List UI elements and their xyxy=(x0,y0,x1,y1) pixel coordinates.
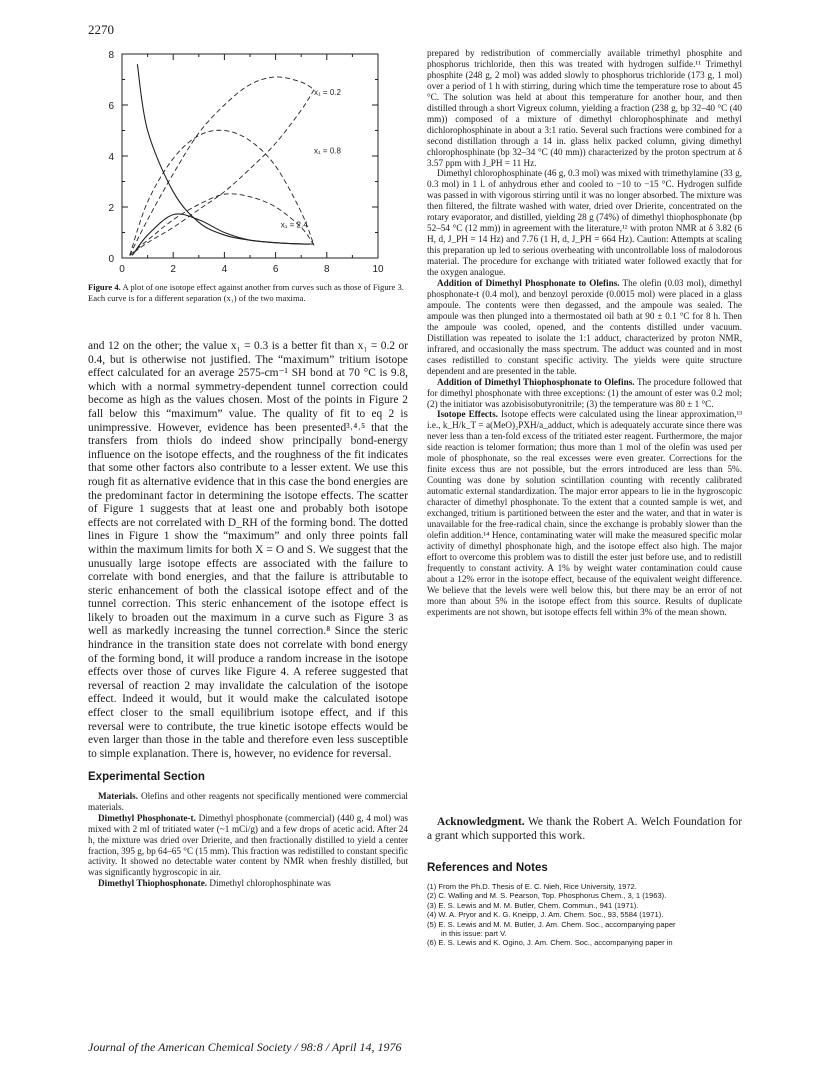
x-tick-label: 2 xyxy=(170,264,176,275)
materials-paragraph xyxy=(88,791,408,813)
p5-label: Isotope Effects. xyxy=(437,409,498,420)
acknowledgment xyxy=(427,816,742,843)
right-paragraph-4 xyxy=(427,377,742,410)
series-curve-3 xyxy=(137,64,314,244)
materials-text: Olefins and other reagents not specifically mentioned were commercial materials. xyxy=(88,791,408,812)
series-loop-return-1 xyxy=(130,90,314,256)
series-label: x₁ = 0.2 xyxy=(314,87,341,97)
figure-caption xyxy=(88,282,408,303)
series-label: x₁ = 2.4 xyxy=(280,220,308,230)
reference-item: (2) C. Walling and M. S. Pearson, Top. Phosphorus Chem., 3, 1 (1963). xyxy=(427,891,667,901)
materials-label: Materials. xyxy=(98,791,139,801)
ack-text: We thank the Robert A. Welch Foundation for a grant which supported this work. xyxy=(427,816,742,842)
x-tick-label: 10 xyxy=(372,264,384,275)
dtp-label: Dimethyl Thiophosphonate. xyxy=(98,878,208,889)
y-tick-label: 0 xyxy=(108,254,114,265)
references-list xyxy=(427,882,747,948)
reference-item: (4) W. A. Pryor and K. G. Kneipp, J. Am. Chem. Soc., 93, 5584 (1971). xyxy=(427,910,664,920)
series-label: x₁ = 0.8 xyxy=(314,146,341,156)
dmp-label: Dimethyl Phosphonate-t. xyxy=(98,812,196,823)
reference-item: (3) E. S. Lewis and M. M. Butler, Chem. Commun., 941 (1971). xyxy=(427,900,639,910)
dtp-paragraph xyxy=(88,878,408,889)
p4-label: Addition of Dimethyl Thiophosphonate to Olefins. xyxy=(437,376,635,387)
experimental-section-heading: Experimental Section xyxy=(88,771,205,784)
reference-item: (1) From the Ph.D. Thesis of E. C. Nieh, Rice University, 1972. xyxy=(427,882,637,891)
right-paragraph-5 xyxy=(427,409,742,617)
figure-4-chart xyxy=(86,48,416,278)
page-number: 2270 xyxy=(88,22,114,37)
y-tick-label: 4 xyxy=(108,152,114,163)
caption-label: Figure 4. xyxy=(88,282,121,292)
dtp-text: Dimethyl chlorophosphinate was xyxy=(207,878,331,889)
p3-text: The olefin (0.03 mol), dimethyl phosphonate-t (0.4 mol), and benzoyl peroxide (0.0015 mol) were placed in a glass ampoule. The contents were then degassed, and the ampoule was sealed. The ampoule was then plunged into a thermostated oil bath at 90 ± 0.1 °C for 8 h. Then the ampoule was cooled, opened, and the contents distilled under vacuum. Distillation was repeated to isolate the 1:1 adduct, characterized by proton NMR, infrared, and occasionally the mass spectrum. The adduct was counted and in most cases redistilled to constant specific activity. The yields were quite structure dependent and are presented in the table. xyxy=(427,278,742,376)
dmp-text: Dimethyl phosphonate (commercial) (440 g, 4 mol) was mixed with 2 ml of tritiated water (~1 mCi/g) and a few drops of acetic acid. After 24 h, the mixture was dried over Drierite, and then fractionally distilled to yield a center fraction, 395 g, bp 64–65 °C (15 mm). This fraction was redistilled to constant specific activity. It showed no detectable water content by NMR when freshly distilled, but was significantly hygroscopic in air. xyxy=(88,812,408,878)
left-body-paragraph: and 12 on the other; the value x₁ = 0.3 is a better fit than x₁ = 0.2 or 0.4, but is otherwise not justified. The “maximum” tritium isotope effect calculated for an average 2575-cm⁻¹ SH bond at 70 °C is 9.8, which with a normal symmetry-dependent tunnel correction could become as high as the values chosen. Most of the points in Figure 2 fall below this “maximum” value. The quality of fit to eq 2 is unimpressive. However, evidence has been presented³˒⁴˒⁵ that the transfers from thiols do indeed show principally bond-energy influence on the isotope effects, and the roughness of the fit indicates that some other factors also contribute to a lesser extent. We use this rough fit as alternative evidence that in this case the bond energies are the predominant factor in determining the isotope effects. The scatter of Figure 1 suggests that at least one and probably both isotope effects are not correlated with D_RH of the forming bond. The dotted lines in Figure 1 show the “maximum” and only three points fall within the maximum limits for both X = O and S. We suggest that the unusually large isotope effects are associated with the failure to correlate with bond energies, and that the failure is attributable to steric enhancement of both the classical isotope effect and of the tunnel correction. This steric enhancement of the isotope effect is likely to broaden out the maximum in a curve such as Figure 3 as well as markedly increasing the tunnel correction.⁸ Since the steric hindrance in the transition state does not correlate with bond energy of the forming bond, it will produce a random increase in the isotope effects over those of curves like Figure 4. A referee suggested that reversal of reaction 2 may invalidate the calculation of the isotope effect. Indeed it would, but it would make the calculated isotope effect closer to the small equilibrium isotope effect, and if this reversal were to contribute, the true kinetic isotope effects would be even larger than those in the table and therefore even less susceptible to simple explanation. There is, however, no evidence for reversal. xyxy=(88,340,408,760)
right-paragraph-2: Dimethyl chlorophosphinate (46 g, 0.3 mol) was mixed with trimethylamine (33 g, 0.3 mol) in 1 l. of anhydrous ether and cooled to −10 to −15 °C. Hydrogen sulfide was passed in with vigorous stirring until it was no longer absorbed. The mixture was then filtered, the filtrate washed with water, dried over Drierite, concentrated on the rotary evaporator, and distilled, yielding 28 g (74%) of dimethyl thiophosphonate (bp 52–54 °C (12 mm)) in agreement with the literature,¹² with proton NMR at δ 3.82 (6 H, d, J_PH = 14 Hz) and 7.76 (1 H, d, J_PH = 664 Hz). Caution: Attempts at scaling this preparation up led to serious overheating with uncontrollable loss of malodorous material. The procedure for exchange with tritiated water followed exactly that for the oxygen analogue. xyxy=(427,168,742,278)
right-paragraph-1: prepared by redistribution of commercially available trimethyl phosphite and phosphorus trichloride, then this was treated with hydrogen sulfide.¹¹ Trimethyl phosphite (248 g, 2 mol) was added slowly to phosphorus trichloride (173 g, 1 mol) over a period of 1 h with stirring, during which time the temperature rose to about 45 °C. The solution was held at about this temperature for another hour, and then distilled through a short Vigreux column, yielding a fraction (238 g, bp 32–40 °C (40 mm)) composed of a mixture of dimethyl chlorophosphinate and methyl dichlorophosphinate in about a 3:1 ratio. Several such fractions were combined for a second distillation through a 14 in. glass helix packed column, giving dimethyl chlorophosphinate (bp 32–34 °C (40 mm)) characterized by the proton spectrum at δ 3.57 ppm with J_PH = 11 Hz. xyxy=(427,48,742,168)
reference-item-continuation: in this issue: part V. xyxy=(441,929,507,939)
x-tick-label: 4 xyxy=(221,264,228,275)
y-tick-label: 6 xyxy=(108,101,114,112)
x-tick-label: 0 xyxy=(119,264,125,275)
p4-text: The procedure followed that for dimethyl phosphonate with three exceptions: (1) the amount of ester was 0.2 mol; (2) the initiator was azobisisobutyronitrile; (3) the temperature was 80 ± 1 °C. xyxy=(427,376,742,409)
p5-text: Isotope effects were calculated using the linear approximation,¹³ i.e., k_H/k_T = a(MeO)₂PXH/a_adduct, which is adequately accurate since there was never less than a ten-fold excess of the tritiated ester reagent. Furthermore, the major side reaction is telomer formation; thus more than 1 mol of the olefin was used per mole of phosphonate, so the real excesses were even greater. Corrections for the finite excess thus are not possible, but the errors introduced are less than 5%. Counting was done by solution scintillation counting with recently calibrated automatic external standardization. The major error appears to lie in the hygroscopic character of dimethyl phosphonate. To the extent that a counted sample is wet, and exchanged, tritium is partitioned between the ester and the water, and that in water is unavailable for the free-radical chain, since the exchange is probably slower than the olefin addition.¹⁴ Hence, contaminating water will make the measured specific molar activity of dimethyl phosphonate high, and the isotope effect also high. The major effort to overcome this problem was to distill the ester just before use, and to redistill frequently to constant activity. A 1% by weight water contamination could cause about a 12% error in the isotope effect, because of the equivalent weight difference. We believe that the levels were well below this, but there may be an error of not more than about 5% in the isotope effect from this source. Results of duplicate experiments are not shown, but isotope effects fell within 3% of the mean shown. xyxy=(427,409,743,617)
p3-label: Addition of Dimethyl Phosphonate to Olefins. xyxy=(437,278,620,289)
x-tick-label: 8 xyxy=(324,264,330,275)
reference-item: (5) E. S. Lewis and M. M. Butler, J. Am. Chem. Soc., accompanying paper xyxy=(427,919,676,929)
caption-text: A plot of one isotope effect against another from curves such as those of Figure 3. Each curve is for a different separation (x₁) of the two maxima. xyxy=(88,282,404,303)
chart-svg xyxy=(86,48,416,278)
y-tick-label: 2 xyxy=(108,203,114,214)
right-paragraph-3 xyxy=(427,278,742,377)
dmp-paragraph xyxy=(88,813,408,878)
reference-item: (6) E. S. Lewis and K. Ogino, J. Am. Chem. Soc., accompanying paper in xyxy=(427,938,673,948)
right-column xyxy=(427,48,742,618)
references-heading: References and Notes xyxy=(427,862,548,874)
x-tick-label: 6 xyxy=(272,264,279,275)
journal-footer: Journal of the American Chemical Society / 98:8 / April 14, 1976 xyxy=(88,1040,402,1054)
ack-label: Acknowledgment. xyxy=(437,816,525,828)
left-column xyxy=(88,340,408,889)
y-tick-label: 8 xyxy=(108,50,114,61)
